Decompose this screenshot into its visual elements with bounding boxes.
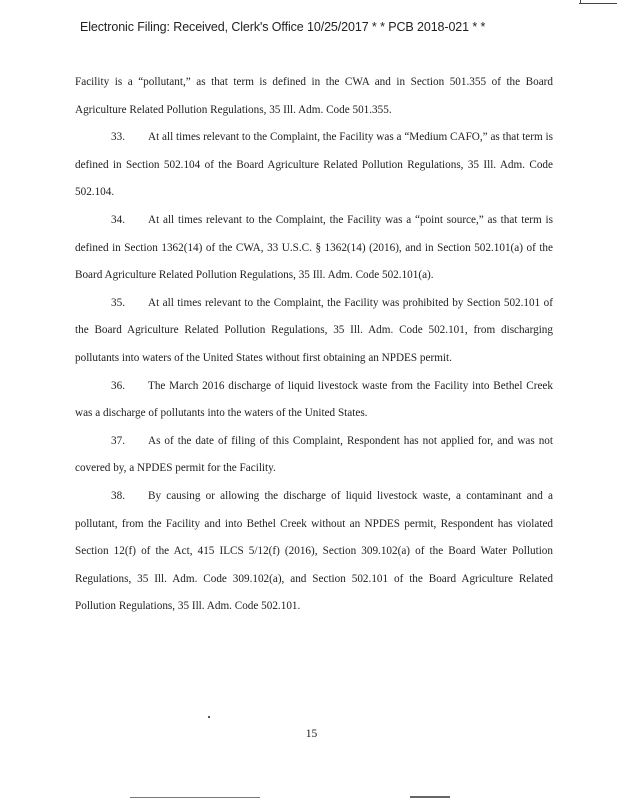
continuation-paragraph: Facility is a “pollutant,” as that term is defined in the CWA and in Section 501.355 of the Board Agriculture Related Pollution Regulations, 35 Ill. Adm. Code 501.355. <box>75 76 553 116</box>
paragraph-text: By causing or allowing the discharge of liquid livestock waste, a contaminant and a pollutant, from the Facility and into Bethel Creek without an NPDES permit, Respondent has violated Section 12(f) of the Act, 415 ILCS 5/12(f) (2016), Section 309.102(a) of the Board Water Pollution Regulations, 35 Ill. Adm. Code 309.102(a), and Section 502.101 of the Board Agriculture Related Pollution Regulations, 35 Ill. Adm. Code 502.101. <box>75 489 553 613</box>
paragraph-37 <box>75 428 553 483</box>
paragraph-35 <box>75 290 553 373</box>
paragraph-number: 33. <box>111 131 125 144</box>
scan-mark-tick <box>580 0 581 4</box>
paragraph-text: As of the date of filing of this Complaint, Respondent has not applied for, and was not covered by, a NPDES permit for the Facility. <box>75 434 553 475</box>
paragraph-33 <box>75 124 553 207</box>
paragraph-36 <box>75 373 553 428</box>
scan-edge-mark <box>130 797 260 798</box>
paragraph-text: The March 2016 discharge of liquid livestock waste from the Facility into Bethel Creek was a discharge of pollutants into the waters of the United States. <box>75 379 553 420</box>
paragraph-number: 38. <box>111 489 125 502</box>
paragraph-number: 37. <box>111 434 125 447</box>
paragraph-number: 35. <box>111 296 125 309</box>
paragraph-38 <box>75 483 553 621</box>
scan-mark <box>579 3 617 4</box>
document-body <box>75 69 553 621</box>
scan-edge-mark <box>410 796 450 798</box>
paragraph-number: 36. <box>111 379 125 392</box>
paragraph-text: At all times relevant to the Complaint, the Facility was prohibited by Section 502.101 of the Board Agriculture Related Pollution Regulations, 35 Ill. Adm. Code 502.101, from discharging pollutants into waters of the United States without first obtaining an NPDES permit. <box>75 296 553 364</box>
page-number: 15 <box>305 728 318 740</box>
paragraph-number: 34. <box>111 213 125 226</box>
paragraph-text: At all times relevant to the Complaint, the Facility was a “point source,” as that term is defined in Section 1362(14) of the CWA, 33 U.S.C. § 1362(14) (2016), and in Section 502.101(a) of the Board Agriculture Related Pollution Regulations, 35 Ill. Adm. Code 502.101(a). <box>75 213 553 282</box>
scan-speck <box>208 716 210 718</box>
paragraph-text: At all times relevant to the Complaint, the Facility was a “Medium CAFO,” as that term is defined in Section 502.104 of the Board Agriculture Related Pollution Regulations, 35 Ill. Adm. Code 502.104. <box>75 131 553 199</box>
paragraph-34 <box>75 207 553 290</box>
filing-stamp: Electronic Filing: Received, Clerk's Office 10/25/2017 * * PCB 2018-021 * * <box>80 20 486 34</box>
